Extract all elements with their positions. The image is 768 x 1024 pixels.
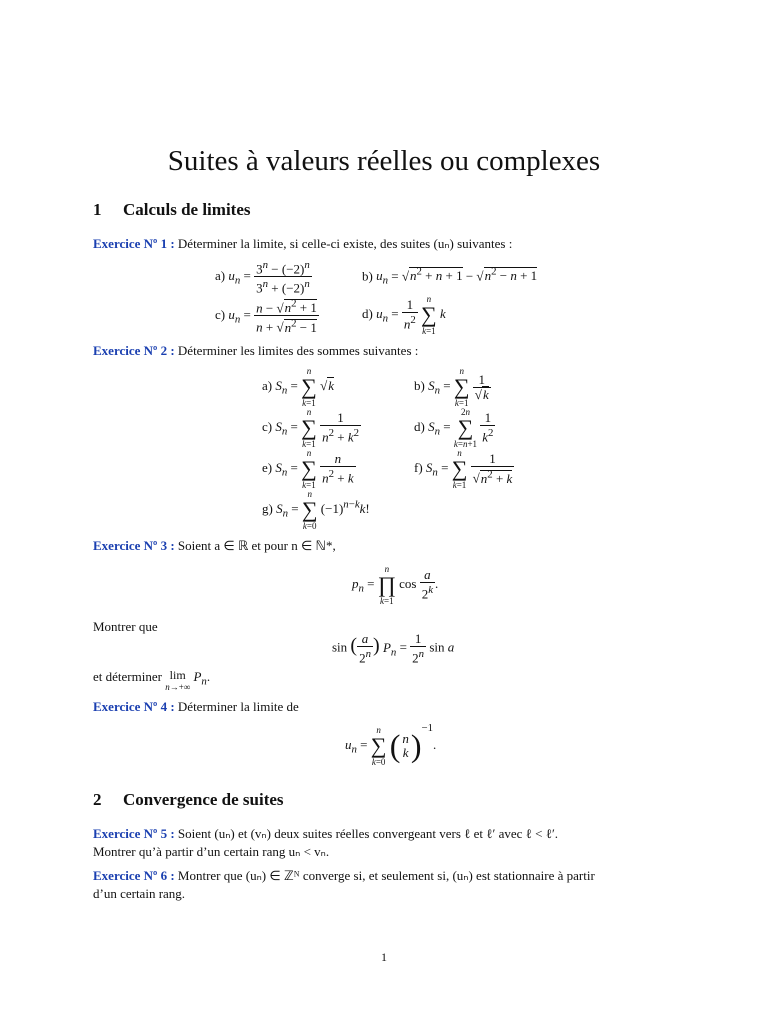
formula-3-product: $p_n$ = n ∏ k=1 cos $\frac{a}{2^k}$ . [352, 564, 439, 606]
formula-2g: g) $S_n$ = n ∑ k=0 $(-1)^{n-k}k$! [262, 489, 370, 531]
exercise-label: Exercice Nº 3 : [93, 538, 175, 553]
section-heading-2 [93, 790, 284, 810]
section-number: 1 [93, 200, 102, 219]
formula-2b: b) $S_n$ = n ∑ k=1 $\frac{1}{√k}$ [414, 366, 489, 408]
formula-1a: a) $u_n$ = $\frac{3^n - (-2)^n}{3^n + (-2)^n}$ [215, 259, 310, 296]
formula-2a: a) $S_n$ = n ∑ k=1 √k [262, 366, 334, 408]
formula-1c: c) $u_n$ = $\frac{n - √n^2 + 1}{n + √n^2 - 1}$ [215, 298, 317, 335]
determiner-text: et déterminer [93, 669, 162, 684]
section-number: 2 [93, 790, 102, 809]
exercise-statement: Montrer que (uₙ) ∈ ℤᴺ converge si, et seulement si, (uₙ) est stationnaire à partir [177, 868, 595, 883]
section-title: Calculs de limites [123, 200, 251, 219]
formula-2f: f) $S_n$ = n ∑ k=1 $\frac{1}{√n^2 + k}$ [414, 448, 513, 490]
exercise-statement-cont: Montrer qu’à partir d’un certain rang uₙ < vₙ. [93, 844, 330, 859]
exercise-2 [93, 342, 713, 360]
item-label: b) [414, 377, 425, 393]
exercise-label: Exercice Nº 6 : [93, 868, 175, 883]
page-number: 1 [381, 950, 387, 964]
formula-2d: d) $S_n$ = 2n ∑ k=n+1 $\frac{1}{k^2}$ [414, 407, 494, 449]
exercise-label: Exercice Nº 4 : [93, 699, 175, 714]
section-title: Convergence de suites [123, 790, 284, 809]
formula-2e: e) $S_n$ = n ∑ k=1 $\frac{n}{n^2 + k}$ [262, 448, 354, 490]
formula-3-identity: sin ( $\frac{a}{2^n}$ ) $P_n$ = $\frac{1}{2^n}$ sin a [332, 631, 455, 666]
exercise-3-determiner: et déterminer lim n→+∞ $P_n$. [93, 668, 211, 692]
exercise-label: Exercice Nº 1 : [93, 236, 175, 251]
exercise-statement: Soient a ∈ ℝ et pour n ∈ ℕ*, [177, 538, 336, 553]
item-label: c) [215, 306, 226, 322]
exercise-statement-cont: d’un certain rang. [93, 886, 186, 901]
exercise-statement: Déterminer les limites des sommes suivantes : [177, 343, 419, 358]
exercise-label: Exercice Nº 5 : [93, 826, 175, 841]
formula-1d: d) $u_n$ = $\frac{1}{n^2}$ n ∑ k=1 k [362, 294, 446, 336]
item-label: a) [215, 267, 226, 283]
item-label: d) [362, 305, 373, 321]
exercise-3-montrer: Montrer que [93, 619, 158, 634]
section-heading-1 [93, 200, 251, 220]
exercise-3 [93, 537, 713, 555]
exercise-label: Exercice Nº 2 : [93, 343, 175, 358]
page-title: Suites à valeurs réelles ou complexes [167, 145, 601, 177]
formula-1b: b) $u_n = √n^2 + n + 1 - √n^2 - n + 1$ [362, 266, 538, 287]
exercise-6 [93, 867, 723, 903]
exercise-statement: Déterminer la limite de [177, 699, 299, 714]
formula-2c: c) $S_n$ = n ∑ k=1 $\frac{1}{n^2 + k^2}$ [262, 407, 360, 449]
exercise-statement: Déterminer la limite, si celle-ci existe, des suites (uₙ) suivantes : [177, 236, 513, 251]
item-label: g) [262, 500, 273, 516]
exercise-1 [93, 235, 713, 253]
item-label: e) [262, 459, 273, 475]
item-label: c) [262, 418, 273, 434]
item-label: d) [414, 418, 425, 434]
item-label: b) [362, 268, 373, 284]
exercise-statement: Soient (uₙ) et (vₙ) deux suites réelles convergeant vers ℓ et ℓ′ avec ℓ < ℓ′. [177, 826, 559, 841]
item-label: a) [262, 377, 273, 393]
exercise-4 [93, 698, 713, 716]
item-label: f) [414, 459, 423, 475]
exercise-5 [93, 825, 713, 861]
formula-4: $u_n$ = n ∑ k=0 ( n k )$^{-1}$. [345, 722, 437, 768]
